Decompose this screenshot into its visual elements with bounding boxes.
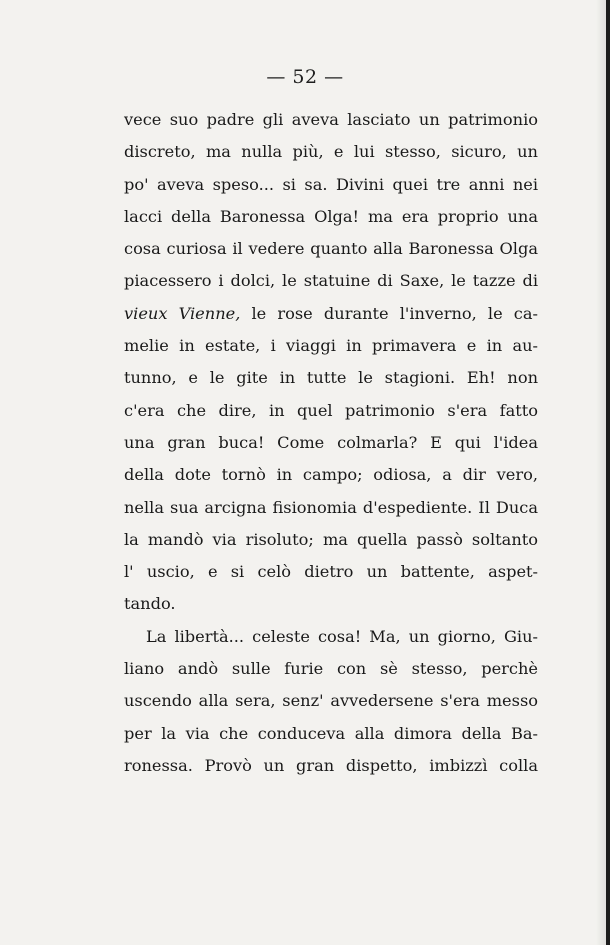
text-line: uscendo alla sera, senz' avvedersene s'era messo xyxy=(124,691,538,711)
text-line xyxy=(124,298,538,330)
spine-shadow xyxy=(596,0,606,945)
text-line: La libertà... celeste cosa! Ma, un giorno, Giu- xyxy=(146,626,538,646)
body-text xyxy=(124,104,538,782)
text-line: la mandò via risoluto; ma quella passò soltanto xyxy=(124,529,538,549)
text-line: l' uscio, e si celò dietro un battente, aspet- xyxy=(124,562,538,582)
page-number xyxy=(0,66,610,88)
page-number-dash-left: — xyxy=(266,66,286,88)
text-line: nella sua arcigna fisionomia d'espediente. Il Duca xyxy=(124,497,538,517)
text-line: tando. xyxy=(124,594,176,614)
book-spine-edge xyxy=(606,0,610,945)
text-line: melie in estate, i viaggi in primavera e in au- xyxy=(124,336,538,356)
italic-phrase: vieux Vienne, xyxy=(124,303,241,323)
text-line: po' aveva speso... si sa. Divini quei tre anni nei xyxy=(124,174,538,194)
page-number-value: 52 xyxy=(292,66,318,88)
text-line: lacci della Baronessa Olga! ma era proprio una xyxy=(124,206,538,226)
text-line: liano andò sulle furie con sè stesso, perchè xyxy=(124,659,538,679)
text-line: della dote tornò in campo; odiosa, a dir vero, xyxy=(124,465,538,485)
text-line: cosa curiosa il vedere quanto alla Baronessa Olga xyxy=(124,239,538,259)
text-line: una gran buca! Come colmarla? E qui l'idea xyxy=(124,432,538,452)
text-line: per la via che conduceva alla dimora della Ba- xyxy=(124,723,538,743)
text-line: piacessero i dolci, le statuine di Saxe, le tazze di xyxy=(124,271,538,291)
text-line: ronessa. Provò un gran dispetto, imbizzì colla xyxy=(124,755,538,775)
text-line: c'era che dire, in quel patrimonio s'era fatto xyxy=(124,400,538,420)
text-line: discreto, ma nulla più, e lui stesso, sicuro, un xyxy=(124,142,538,162)
text-line: tunno, e le gite in tutte le stagioni. Eh! non xyxy=(124,368,538,388)
line-rest: le rose durante l'inverno, le ca- xyxy=(240,303,538,323)
page-number-dash-right: — xyxy=(324,66,344,88)
text-line: vece suo padre gli aveva lasciato un patrimonio xyxy=(124,110,538,129)
